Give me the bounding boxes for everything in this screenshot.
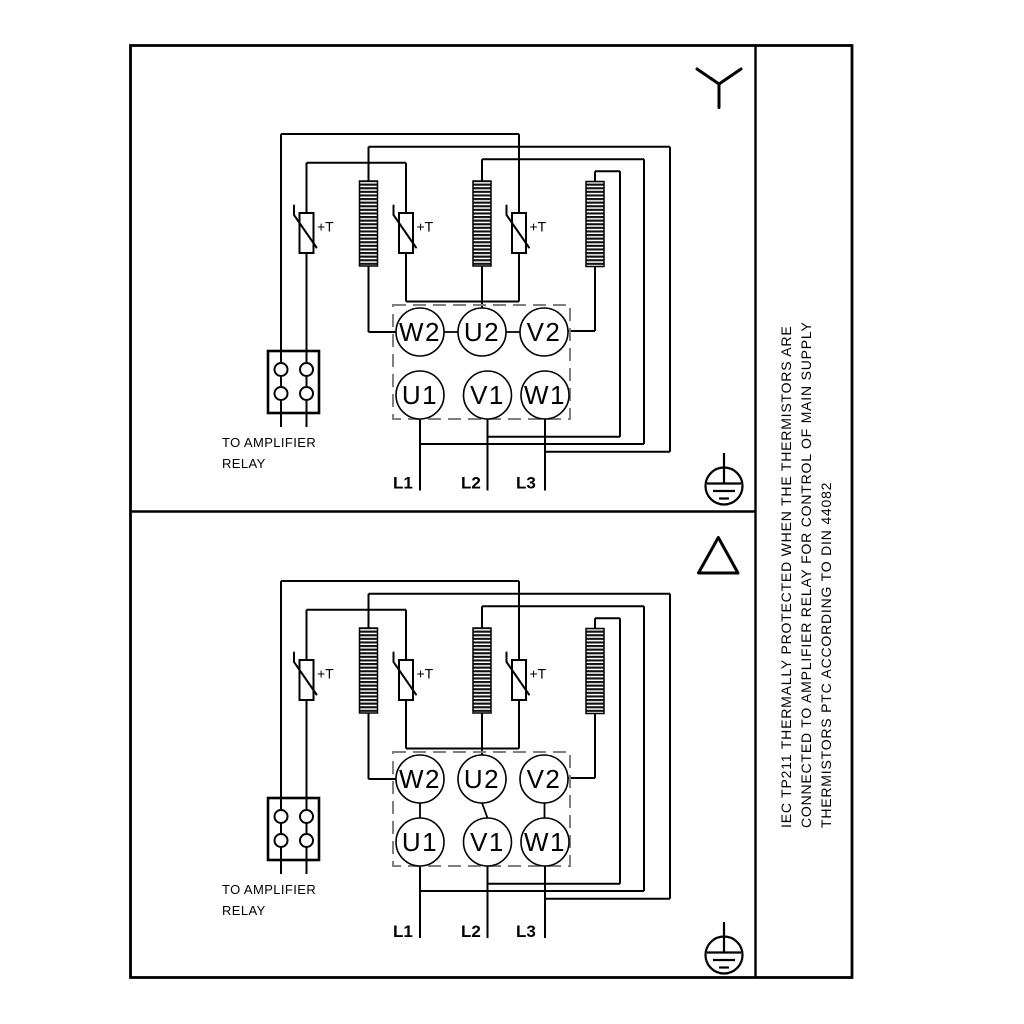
thermistor-label: +T (416, 218, 434, 235)
sidebar-note-line3: THERMISTORS PTC ACCORDING TO DIN 44082 (818, 481, 834, 828)
thermistor-label: +T (317, 218, 334, 235)
terminal-label: W1 (524, 380, 566, 410)
motor-winding-icon (586, 629, 604, 714)
supply-label-L1: L1 (393, 922, 413, 941)
relay-label-line1: TO AMPLIFIER (222, 435, 317, 450)
terminal-label: U1 (401, 380, 439, 410)
terminal-label: U2 (463, 764, 501, 794)
terminal-label: W1 (524, 827, 566, 857)
motor-winding-icon (473, 181, 491, 266)
terminal-label: U1 (401, 827, 439, 857)
terminal-label: V1 (470, 380, 505, 410)
supply-label-L1: L1 (393, 473, 413, 493)
relay-label-line2: RELAY (222, 456, 266, 471)
supply-label-L2: L2 (461, 473, 481, 493)
terminal-label: W2 (399, 764, 441, 794)
thermistor-label: +T (529, 665, 547, 682)
thermistor-label: +T (317, 665, 334, 682)
terminal-label: V2 (526, 317, 562, 347)
sidebar-note-line2: CONNECTED TO AMPLIFIER RELAY FOR CONTROL OF MAIN SUPPLY (798, 321, 814, 828)
motor-winding-icon (586, 182, 604, 267)
relay-label-line1: TO AMPLIFIER (222, 882, 317, 897)
terminal-label: W2 (399, 317, 441, 347)
terminal-label: U2 (463, 317, 501, 347)
thermistor-label: +T (529, 218, 547, 235)
sidebar-note-line1: IEC TP211 THERMALLY PROTECTED WHEN THE THERMISTORS ARE (778, 325, 794, 828)
supply-label-L3: L3 (516, 473, 536, 493)
supply-label-L3: L3 (516, 922, 536, 941)
terminal-label: V2 (526, 764, 562, 794)
relay-label-line2: RELAY (222, 903, 266, 918)
terminal-label: V1 (470, 827, 505, 857)
motor-winding-icon (360, 628, 378, 713)
motor-winding-icon (360, 181, 378, 266)
thermistor-label: +T (416, 665, 434, 682)
motor-winding-icon (473, 628, 491, 713)
supply-label-L2: L2 (461, 922, 481, 941)
